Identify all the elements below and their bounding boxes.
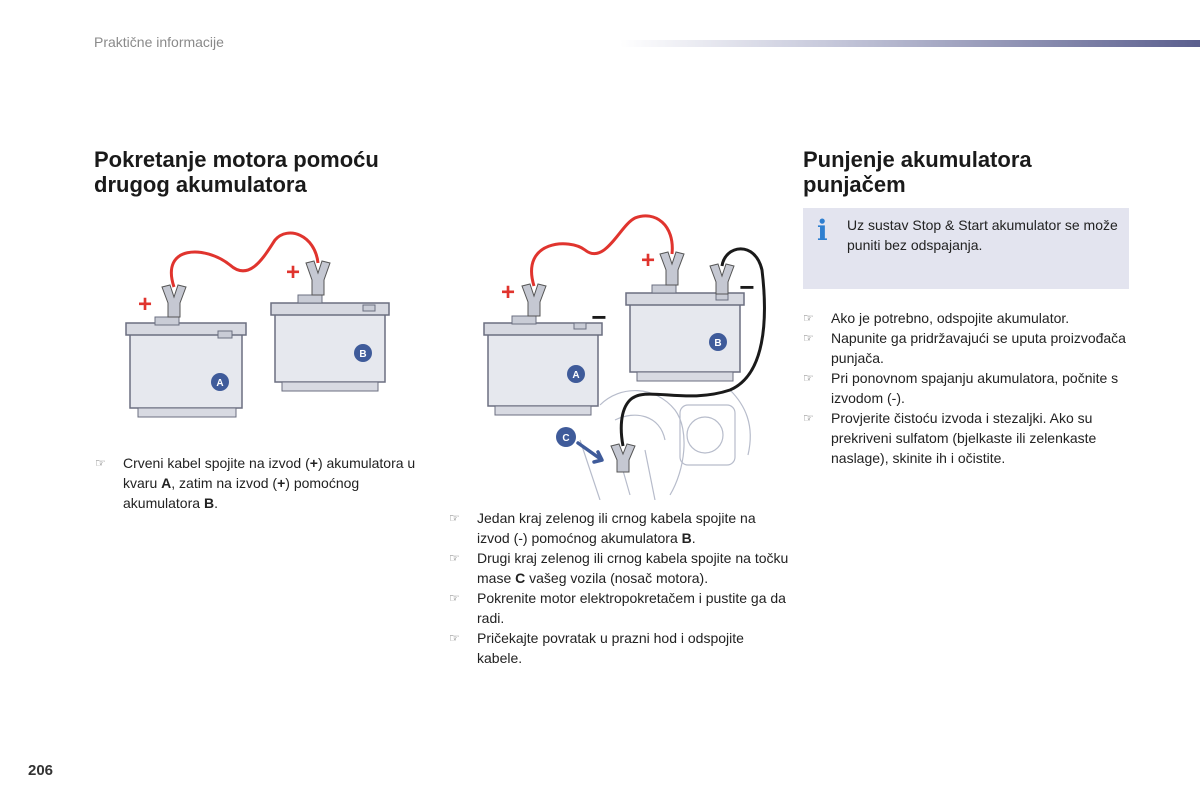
clamp-b-minus-icon (710, 264, 734, 294)
list-item (449, 508, 789, 548)
list-item (803, 328, 1148, 368)
left-title-line2: drugog akumulatora (94, 172, 307, 197)
arrow-icon (578, 443, 602, 462)
left-title-line1: Pokretanje motora pomoću (94, 147, 379, 172)
section-header: Praktične informacije (94, 34, 224, 50)
clamp-b-plus-icon (660, 252, 684, 285)
text-bold: B (681, 530, 692, 546)
diagram-ground-connection (470, 210, 780, 500)
middle-instructions (449, 508, 789, 668)
pointer-icon: ☞ (449, 551, 460, 565)
right-title-line1: Punjenje akumulatora (803, 147, 1032, 172)
list-item (449, 628, 789, 668)
pointer-icon: ☞ (803, 311, 814, 325)
text: ) akumulatora u kvaru (123, 455, 416, 491)
pointer-icon: ☞ (803, 371, 814, 385)
battery-a-label: A (572, 370, 580, 381)
pointer-icon: ☞ (449, 631, 460, 645)
battery-b-label: B (359, 349, 367, 360)
plus-sign-a: + (500, 279, 516, 306)
text-bold: + (309, 455, 318, 471)
ground-point-c-label: C (562, 433, 570, 444)
text: . (691, 530, 696, 546)
clamp-b-icon (306, 261, 330, 295)
pointer-icon: ☞ (449, 591, 460, 605)
header-bar (620, 40, 1200, 47)
battery-b (271, 295, 389, 391)
plus-sign-a: + (137, 291, 153, 318)
text: Drugi kraj zelenog ili crnog kabela spojite na točku mase (477, 550, 789, 586)
list-item (95, 453, 425, 513)
text: Pokrenite motor elektropokretačem i pustite ga da radi. (477, 590, 786, 626)
pointer-icon: ☞ (449, 511, 460, 525)
clamp-c-icon (611, 444, 635, 472)
pointer-icon: ☞ (95, 456, 106, 470)
clamp-a-icon (162, 285, 186, 317)
plus-sign-b: + (285, 259, 301, 286)
text-bold: C (515, 570, 526, 586)
left-instructions (95, 453, 425, 513)
text: Jedan kraj zelenog ili crnog kabela spojite na izvod (-) pomoćnog akumulatora (477, 510, 756, 546)
right-instructions (803, 308, 1148, 468)
text: Pri ponovnom spajanju akumulatora, počnite s izvodom (-). (831, 370, 1119, 406)
info-box (803, 208, 1129, 289)
engine-sketch (580, 390, 750, 500)
info-text: Uz sustav Stop & Start akumulator se može puniti bez odspajanja. (847, 217, 1118, 253)
text: , zatim na izvod ( (171, 475, 278, 491)
pointer-icon: ☞ (803, 331, 814, 345)
page-number: 206 (28, 762, 54, 779)
minus-sign-a: − (591, 302, 607, 332)
battery-a (126, 317, 246, 417)
list-item (803, 308, 1148, 328)
text: ) pomoćnog akumulatora (123, 475, 360, 511)
right-title-line2: punjačem (803, 172, 906, 197)
text-bold: B (203, 495, 215, 511)
battery-b-label: B (714, 338, 722, 349)
minus-sign-b: − (739, 272, 755, 302)
text: Crveni kabel spojite na izvod ( (123, 455, 310, 471)
info-icon: i (817, 214, 828, 247)
battery-a-label: A (216, 378, 224, 389)
text-bold: + (277, 475, 286, 491)
list-item (449, 588, 789, 628)
text: Pričekajte povratak u prazni hod i odspojite kabele. (477, 630, 744, 666)
pointer-icon: ☞ (803, 411, 814, 425)
battery-b (626, 285, 744, 381)
list-item (803, 408, 1148, 468)
battery-a (484, 316, 602, 415)
right-title (803, 147, 1123, 197)
text: . (214, 495, 218, 511)
text: vašeg vozila (nosač motora). (525, 570, 709, 586)
plus-sign-b: + (640, 247, 656, 274)
text: Provjerite čistoću izvoda i stezaljki. Ako su prekriveni sulfatom (bjelkaste ili zelenkaste naslage), skinite ih i očistite. (831, 410, 1097, 466)
text: Napunite ga pridržavajući se uputa proizvođača punjača. (831, 330, 1126, 366)
diagram-two-batteries-red-cable (120, 225, 400, 425)
text-bold: A (161, 475, 172, 491)
list-item (803, 368, 1148, 408)
left-title (94, 147, 454, 197)
clamp-a-icon (522, 284, 546, 316)
list-item (449, 548, 789, 588)
text: Ako je potrebno, odspojite akumulator. (831, 310, 1070, 326)
